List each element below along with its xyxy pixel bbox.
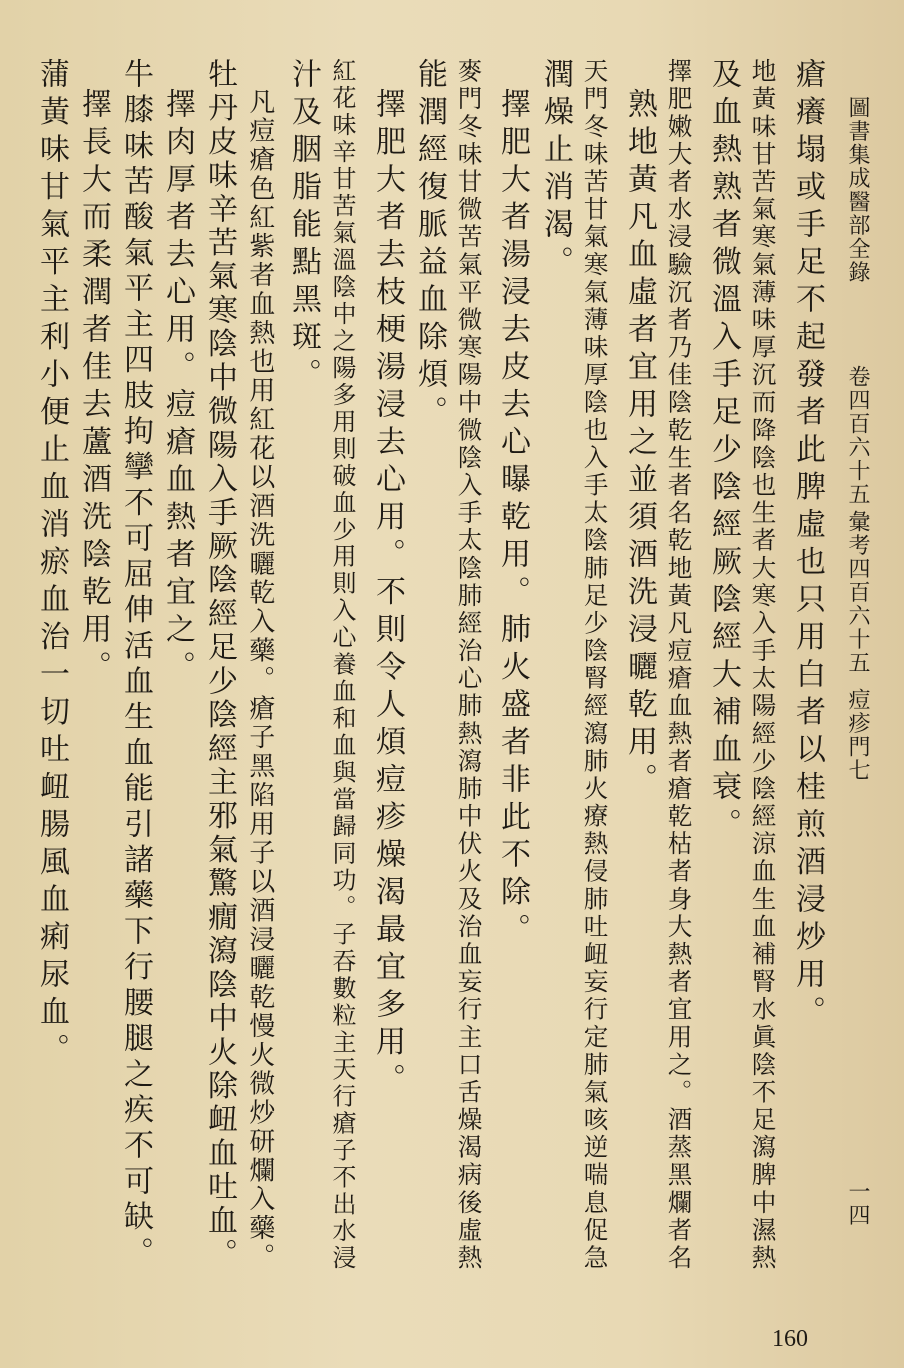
text-column: 凡痘瘡色紅紫者血熱也用紅花以酒洗曬乾入藥。瘡子黑陷用子以酒浸曬乾慢火微炒研爛入藥。 [244, 88, 275, 1273]
text-column: 擇肉厚者去心用。痘瘡血熱者宜之。 [160, 88, 195, 688]
text-column: 麥門冬味甘微苦氣平微寒陽中微陰入手太陰肺經治心肺熱瀉肺中伏火及治血妄行主口舌燥渴病後虛熱 [454, 58, 484, 1272]
header-page-cn: 一四 [845, 1180, 870, 1227]
header-volume: 卷四百六十五 [845, 365, 870, 506]
text-column: 熟地黃凡血虛者宜用之並須酒洗浸曬乾用。 [622, 88, 657, 801]
text-column: 牛膝味苦酸氣平主四肢拘攣不可屈伸活血生血能引諸藥下行腰腿之疾不可缺。 [118, 58, 153, 1273]
text-column: 擇肥大者湯浸去皮去心曝乾用。肺火盛者非此不除。 [495, 88, 530, 951]
text-column: 天門冬味苦甘氣寒氣薄味厚陰也入手太陰肺足少陰腎經瀉肺火療熱侵肺吐衄妄行定肺氣咳逆喘息促急 [580, 58, 610, 1272]
text-column: 擇長大而柔潤者佳去蘆酒洗陰乾用。 [76, 88, 111, 688]
text-column: 蒲黃味甘氣平主利小便止血消瘀血治一切吐衄腸風血痢尿血。 [34, 58, 69, 1071]
text-column: 牡丹皮味辛苦氣寒陰中微陽入手厥陰經足少陰經主邪氣驚癇瀉陰中火除衄血吐血。 [202, 58, 237, 1272]
text-column: 擇肥大者去枝梗湯浸去心用。不則令人煩痘疹燥渴最宜多用。 [370, 88, 405, 1101]
text-column: 能潤經復脈益血除煩。 [412, 58, 447, 433]
text-column: 潤燥止消渴。 [538, 58, 573, 283]
page-number: 160 [772, 1326, 808, 1352]
header-section: 痘疹門七 [845, 688, 870, 782]
text-column: 汁及胭脂能點黑斑。 [286, 58, 321, 396]
text-column: 瘡癢塌或手足不起發者此脾虛也只用白者以桂煎酒浸炒用。 [790, 58, 825, 1033]
text-column: 地黃味甘苦氣寒氣薄味厚沉而降陰也生者大寒入手太陽經少陰經涼血生血補腎水眞陰不足瀉脾中濕熱 [748, 58, 778, 1272]
text-column: 及血熱熟者微溫入手足少陰經厥陰經大補血衰。 [706, 58, 741, 846]
text-column: 紅花味辛甘苦氣溫陰中之陽多用則破血少用則入心養血和血與當歸同功。子吞數粒主天行瘡子不出水浸 [327, 58, 356, 1273]
header-collection-title: 圖書集成醫部全錄 [845, 96, 870, 284]
text-column: 擇肥嫩大者水浸驗沉者乃佳陰乾生者名乾地黃凡痘瘡血熱者瘡乾枯者身大熱者宜用之。酒蒸黑爛者名 [664, 58, 694, 1272]
header-kao: 彙考四百六十五 [845, 510, 870, 675]
